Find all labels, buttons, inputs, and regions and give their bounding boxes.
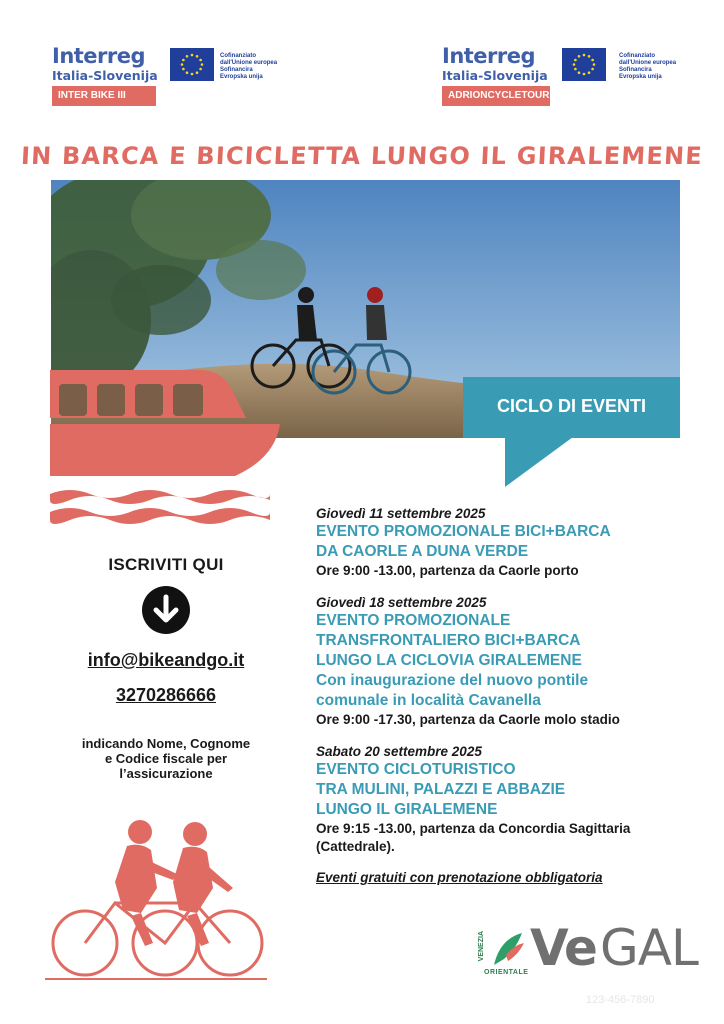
- event-date: Sabato 20 settembre 2025: [316, 744, 482, 759]
- interreg-region: Italia-Slovenija: [442, 68, 548, 83]
- watermark-phone: 123-456-7890: [586, 994, 655, 1006]
- vegal-logo: [478, 919, 698, 981]
- event-date: Giovedì 11 settembre 2025: [316, 506, 486, 521]
- boat-icon: [50, 368, 290, 524]
- event-date: Giovedì 18 settembre 2025: [316, 595, 487, 610]
- signup-phone-link[interactable]: 3270286666: [115, 685, 217, 705]
- event-item: [316, 505, 696, 580]
- event-title-line: EVENTO PROMOZIONALE BICI+BARCA: [316, 523, 611, 540]
- vegal-wordmark-ve: Ve: [530, 919, 596, 977]
- eu-cofunding-text: Cofinanziato dall'Unione europea Sofinancira Evropska unija: [220, 53, 278, 80]
- project-tag-inter-bike: INTER BIKE III: [52, 86, 156, 106]
- event-title-line: EVENTO CICLOTURISTICO: [316, 761, 516, 778]
- event-title-line: LUNGO LA CICLOVIA GIRALEMENE: [316, 652, 582, 669]
- eu-flag-icon: [170, 48, 214, 81]
- orientale-label: ORIENTALE: [484, 969, 529, 976]
- event-item: [316, 594, 696, 729]
- tandem-cyclists-icon: [45, 818, 267, 980]
- event-title-line: EVENTO PROMOZIONALE: [316, 612, 511, 629]
- event-title-line: LUNGO IL GIRALEMENE: [316, 801, 498, 818]
- events-banner-label: CICLO DI EVENTI: [496, 396, 646, 416]
- eu-cofunding-text: Cofinanziato dall'Unione europea Sofinancira Evropska unija: [619, 53, 677, 80]
- event-title-line: TRANSFRONTALIERO BICI+BARCA: [316, 632, 581, 649]
- signup-note: indicando Nome, Cognome e Codice fiscale per l’assicurazione: [81, 736, 251, 781]
- arrow-down-circle-icon: [142, 586, 190, 634]
- events-list: [316, 505, 696, 885]
- event-title-line: Con inaugurazione del nuovo pontile: [316, 672, 589, 689]
- interreg-wordmark: Interreg: [52, 44, 146, 68]
- events-banner-tail: [505, 437, 573, 487]
- project-tag-adrioncycletour: ADRIONCYCLETOUR: [442, 86, 550, 106]
- interreg-logo-inter-bike: [52, 44, 292, 108]
- events-banner: [463, 377, 680, 438]
- interreg-wordmark: Interreg: [442, 44, 536, 68]
- interreg-region: Italia-Slovenija: [52, 68, 158, 83]
- event-title-line: DA CAORLE A DUNA VERDE: [316, 543, 529, 560]
- signup-heading: ISCRIVITI QUI: [108, 555, 224, 574]
- event-info: Ore 9:15 -13.00, partenza da Concordia Sagittaria (Cattedrale).: [316, 821, 631, 854]
- interreg-logo-adrioncycletour: [442, 44, 682, 108]
- event-title-line: comunale in località Cavanella: [316, 692, 541, 709]
- venezia-label: VENEZIA: [478, 931, 485, 962]
- event-title-line: TRA MULINI, PALAZZI E ABBAZIE: [316, 781, 566, 798]
- vegal-wordmark-gal: GAL: [600, 919, 698, 977]
- page-title: IN BARCA E BICICLETTA LUNGO IL GIRALEMENE: [20, 142, 704, 170]
- event-info: Ore 9:00 -17.30, partenza da Caorle molo stadio: [316, 712, 620, 727]
- eu-flag-icon: [562, 48, 606, 81]
- event-item: [316, 743, 696, 856]
- signup-email-link[interactable]: info@bikeandgo.it: [87, 650, 245, 670]
- vegal-emblem-icon: [490, 929, 526, 969]
- event-info: Ore 9:00 -13.00, partenza da Caorle porto: [316, 563, 579, 578]
- free-events-note: Eventi gratuiti con prenotazione obbligatoria: [316, 870, 603, 885]
